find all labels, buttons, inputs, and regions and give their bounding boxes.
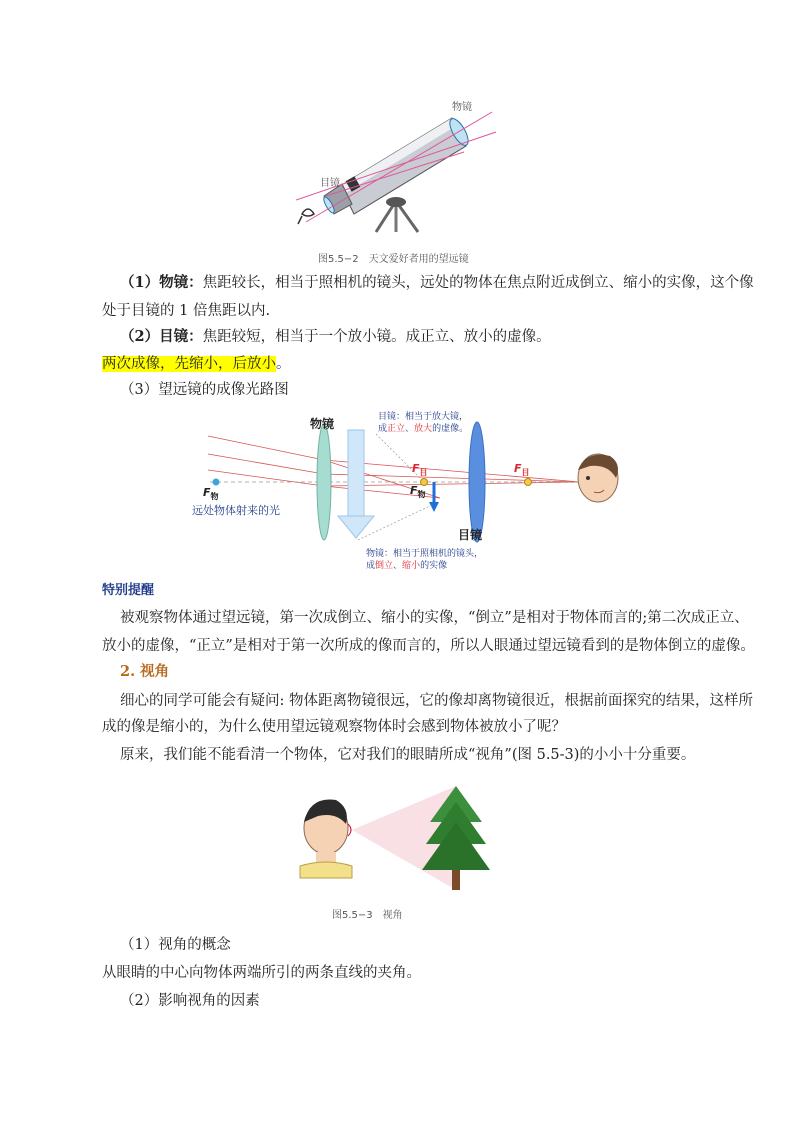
focal-point-far [213,479,220,486]
paragraph-concept: 从眼睛的中心向物体两端所引的两条直线的夹角。 [102,965,421,981]
diagram-label-objective: 物镜 [310,417,335,431]
viewing-angle-figure [296,782,496,894]
paragraph-objective: （1）物镜：焦距较长，相当于照相机的镜头，远处的物体在焦点附近成倒立、缩小的实像，这个像 [120,274,754,291]
eyepiece-note: 目镜：相当于放大镜， 成正立、放大的虚像。 [378,412,469,434]
figure-caption-viewing-angle: 图5.5−3 视角 [332,910,403,921]
f-label-far: $F_物$ [203,486,219,502]
section-heading-viewing-angle: 2. 视角 [120,663,170,680]
far-light-label: 远处物体射来的光 [192,504,280,517]
label-eyepiece: 目镜 [320,178,340,189]
tripod-illustration [376,197,418,232]
highlight-summary: 两次成像，先缩小，后放小。 [102,356,291,372]
paragraph-question-1: 细心的同学可能会有疑问: 物体距离物镜很远，它的像却离物镜很近，根据前面探究的结果，这样所 [120,693,753,709]
focal-point-eye [525,479,532,486]
paragraph-question-2: 成的像是缩小的，为什么使用望远镜观察物体时会感到物体被放小了呢？ [102,719,566,735]
diagram-label-eyepiece: 目镜 [458,528,483,542]
f-label-eye: $F_目$ [514,462,530,478]
eyepiece-lens [469,422,485,542]
tip-title: 特别提醒 [102,583,155,598]
f-label-eyepiece: $F_目$ [412,462,428,478]
paragraph-concept-title: （1）视角的概念 [120,937,231,953]
paragraph-lightpath-title: （3）望远镜的成像光路图 [120,382,289,398]
big-arrow-icon [338,430,374,538]
child-face-illustration [300,799,352,878]
paragraph-tip-1: 被观察物体通过望远镜，第一次成倒立、缩小的实像，“倒立”是相对于物体而言的;第二次成正立、 [120,610,749,626]
objective-lens [317,424,331,540]
telescope-figure [296,92,506,234]
figure-caption: 图5.5−2 天文爱好者用的望远镜 [318,254,469,265]
observer-face-illustration [578,454,618,502]
f-label-image: $F_物$ [410,484,426,500]
label-objective: 物镜 [452,102,472,113]
paragraph-tip-2: 放小的虚像，“正立”是相对于第一次所成的像而言的，所以人眼通过望远镜看到的是物体倒立的虚像。 [102,638,755,654]
paragraph-eyepiece: （2）目镜：焦距较短，相当于一个放小镜。成正立、放小的虚像。 [120,328,551,345]
paragraph-factors-title: （2）影响视角的因素 [120,993,260,1009]
paragraph-explanation: 原来，我们能不能看清一个物体，它对我们的眼睛所成“视角”(图 5.5-3)的小小十分重要。 [120,747,696,763]
objective-note: 物镜：相当于照相机的镜头， 成倒立、缩小的实像 [366,549,484,571]
paragraph-objective-cont: 处于目镜的 1 倍焦距以内. [102,303,271,319]
